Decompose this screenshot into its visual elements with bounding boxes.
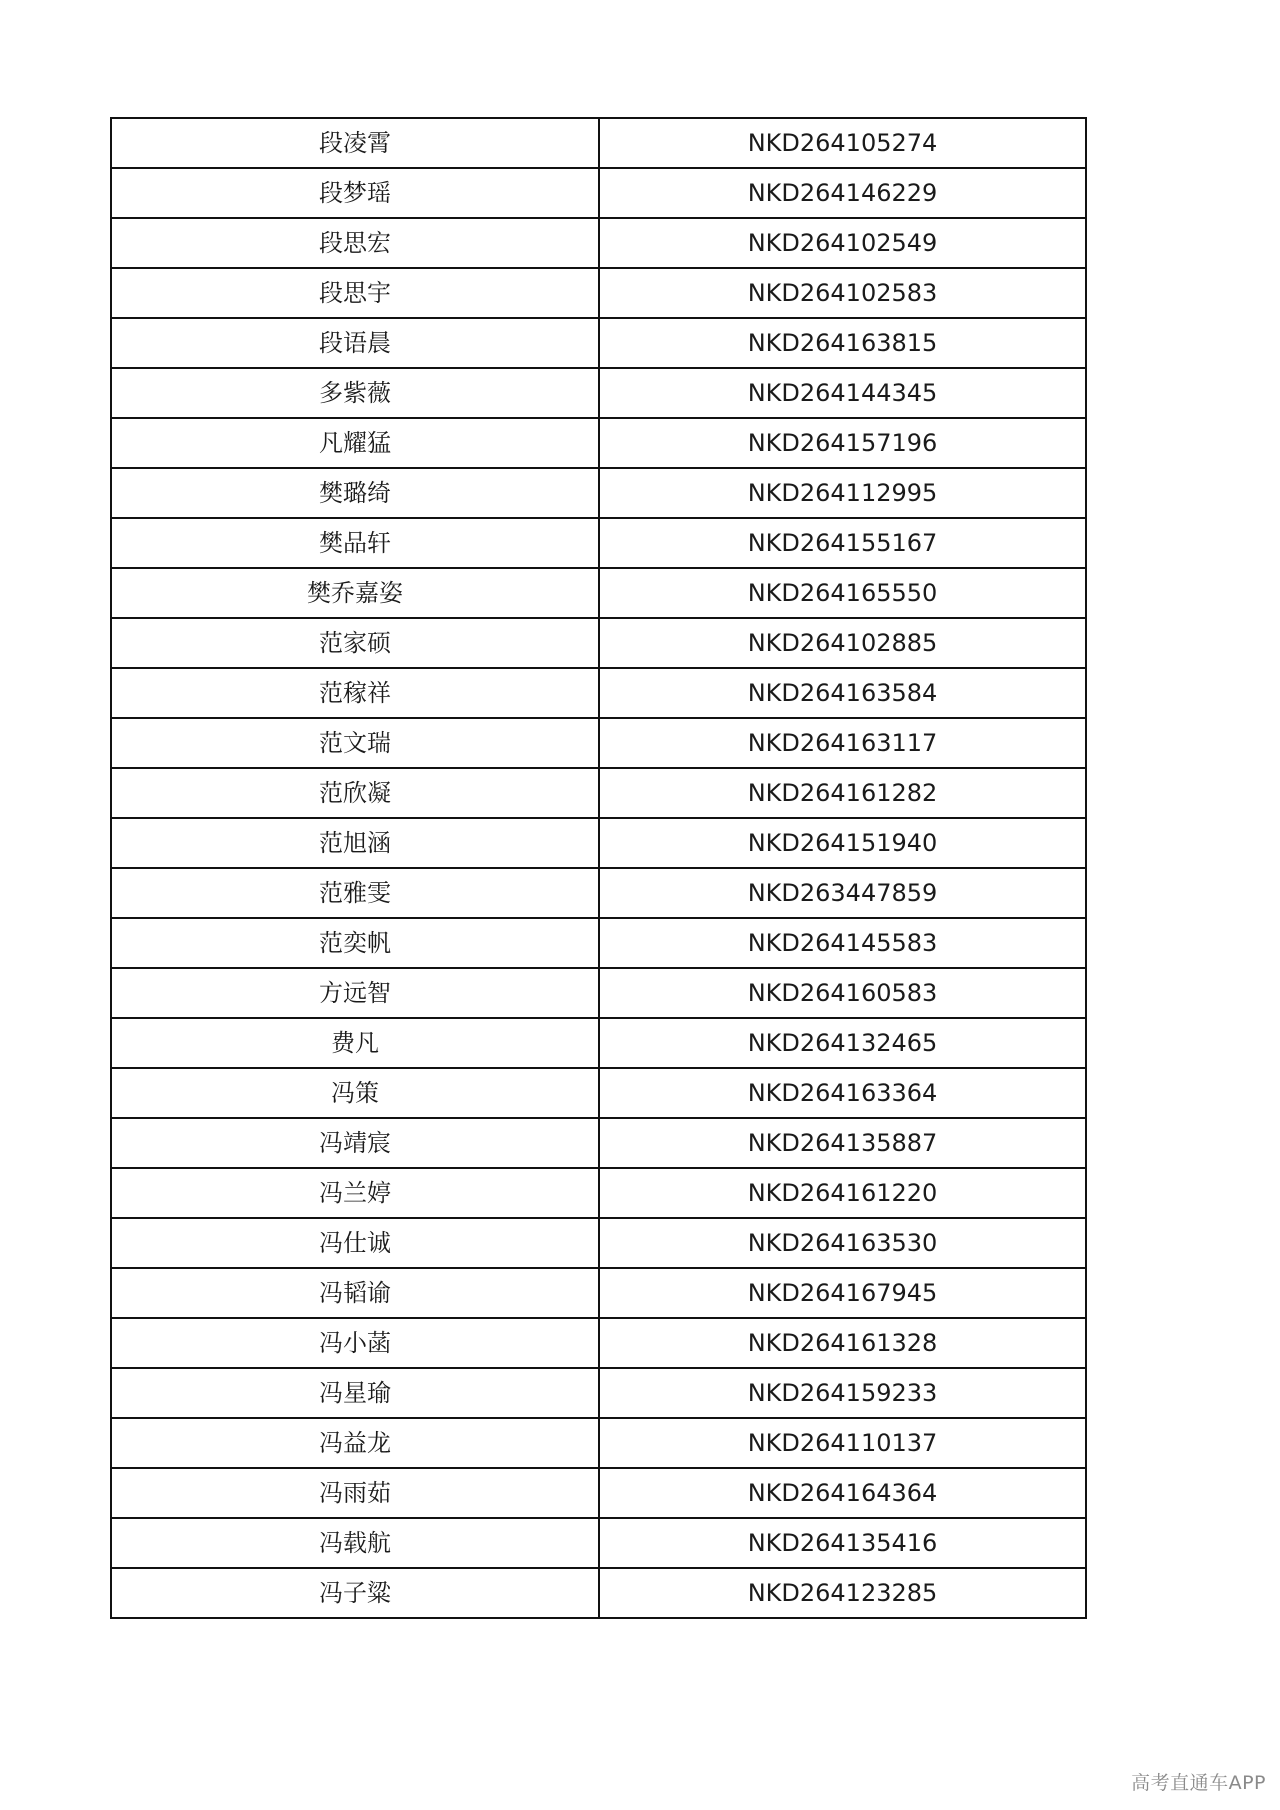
id-cell: NKD264163117: [599, 718, 1086, 768]
name-cell: 冯益龙: [111, 1418, 599, 1468]
name-cell: 范文瑞: [111, 718, 599, 768]
table-row: [111, 568, 1086, 618]
name-cell: 段思宏: [111, 218, 599, 268]
name-cell: 冯星瑜: [111, 1368, 599, 1418]
id-cell: NKD264145583: [599, 918, 1086, 968]
name-cell: 范奕帆: [111, 918, 599, 968]
table-row: [111, 1118, 1086, 1168]
table-row: [111, 1018, 1086, 1068]
table-row: [111, 168, 1086, 218]
name-cell: 范稼祥: [111, 668, 599, 718]
table-row: [111, 518, 1086, 568]
table-row: [111, 1368, 1086, 1418]
name-cell: 范旭涵: [111, 818, 599, 868]
table-row: [111, 868, 1086, 918]
table-row: [111, 1318, 1086, 1368]
table-row: [111, 1518, 1086, 1568]
table-row: [111, 768, 1086, 818]
id-cell: NKD264112995: [599, 468, 1086, 518]
name-cell: 冯载航: [111, 1518, 599, 1568]
name-cell: 方远智: [111, 968, 599, 1018]
table-row: [111, 718, 1086, 768]
name-cell: 范欣凝: [111, 768, 599, 818]
table-row: [111, 1168, 1086, 1218]
table-row: [111, 318, 1086, 368]
id-cell: NKD264159233: [599, 1368, 1086, 1418]
table-row: [111, 218, 1086, 268]
name-cell: 樊品轩: [111, 518, 599, 568]
name-cell: 凡耀猛: [111, 418, 599, 468]
table-row: [111, 1468, 1086, 1518]
name-cell: 冯兰婷: [111, 1168, 599, 1218]
table-row: [111, 468, 1086, 518]
name-cell: 樊璐绮: [111, 468, 599, 518]
id-cell: NKD263447859: [599, 868, 1086, 918]
name-cell: 冯仕诚: [111, 1218, 599, 1268]
name-cell: 冯策: [111, 1068, 599, 1118]
watermark-text: 高考直通车APP: [1131, 1772, 1266, 1794]
id-cell: NKD264135887: [599, 1118, 1086, 1168]
table-row: [111, 418, 1086, 468]
id-cell: NKD264110137: [599, 1418, 1086, 1468]
id-cell: NKD264123285: [599, 1568, 1086, 1618]
name-cell: 段语晨: [111, 318, 599, 368]
id-cell: NKD264144345: [599, 368, 1086, 418]
name-cell: 段梦瑶: [111, 168, 599, 218]
id-cell: NKD264165550: [599, 568, 1086, 618]
id-cell: NKD264102885: [599, 618, 1086, 668]
id-cell: NKD264161328: [599, 1318, 1086, 1368]
id-cell: NKD264163530: [599, 1218, 1086, 1268]
id-cell: NKD264102583: [599, 268, 1086, 318]
name-cell: 冯靖宸: [111, 1118, 599, 1168]
id-cell: NKD264102549: [599, 218, 1086, 268]
table-row: [111, 618, 1086, 668]
table-row: [111, 118, 1086, 168]
id-cell: NKD264163815: [599, 318, 1086, 368]
table-row: [111, 1568, 1086, 1618]
table-row: [111, 368, 1086, 418]
id-cell: NKD264132465: [599, 1018, 1086, 1068]
table-row: [111, 1418, 1086, 1468]
table-row: [111, 268, 1086, 318]
name-cell: 冯韬谕: [111, 1268, 599, 1318]
id-cell: NKD264105274: [599, 118, 1086, 168]
name-cell: 段思宇: [111, 268, 599, 318]
id-cell: NKD264151940: [599, 818, 1086, 868]
name-cell: 多紫薇: [111, 368, 599, 418]
name-cell: 樊乔嘉姿: [111, 568, 599, 618]
id-cell: NKD264163364: [599, 1068, 1086, 1118]
table-row: [111, 668, 1086, 718]
table-row: [111, 1068, 1086, 1118]
id-cell: NKD264155167: [599, 518, 1086, 568]
id-cell: NKD264146229: [599, 168, 1086, 218]
id-cell: NKD264157196: [599, 418, 1086, 468]
id-cell: NKD264161282: [599, 768, 1086, 818]
id-cell: NKD264167945: [599, 1268, 1086, 1318]
table-row: [111, 968, 1086, 1018]
table-row: [111, 1268, 1086, 1318]
id-cell: NKD264160583: [599, 968, 1086, 1018]
name-cell: 冯小菡: [111, 1318, 599, 1368]
id-cell: NKD264164364: [599, 1468, 1086, 1518]
name-cell: 冯雨茹: [111, 1468, 599, 1518]
id-cell: NKD264163584: [599, 668, 1086, 718]
name-cell: 范雅雯: [111, 868, 599, 918]
roster-table-body: [111, 118, 1086, 1618]
name-cell: 费凡: [111, 1018, 599, 1068]
table-row: [111, 918, 1086, 968]
id-cell: NKD264135416: [599, 1518, 1086, 1568]
name-cell: 范家硕: [111, 618, 599, 668]
id-cell: NKD264161220: [599, 1168, 1086, 1218]
table-row: [111, 818, 1086, 868]
name-cell: 段凌霄: [111, 118, 599, 168]
name-cell: 冯子粱: [111, 1568, 599, 1618]
roster-table: [110, 117, 1087, 1619]
table-row: [111, 1218, 1086, 1268]
